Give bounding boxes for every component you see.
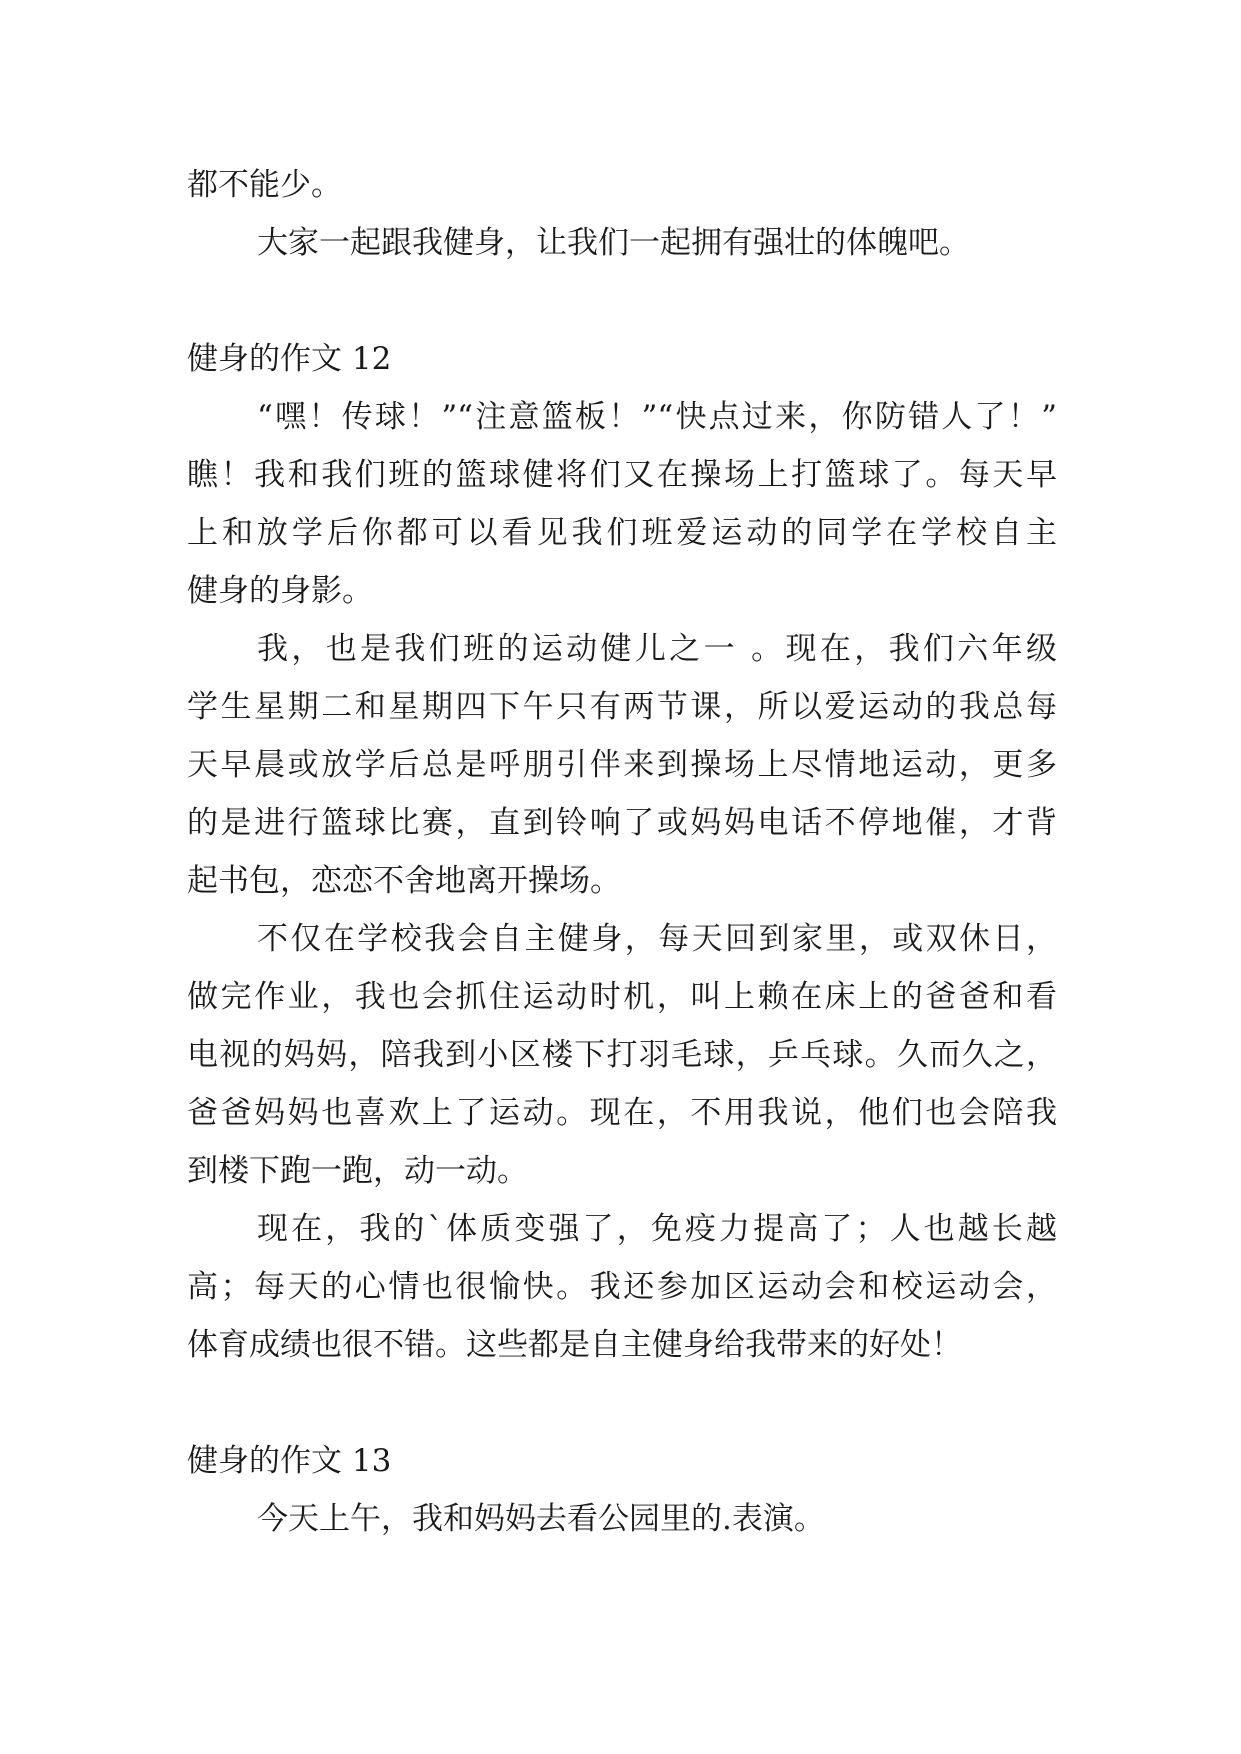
paragraph-line: 到楼下跑一跑，动一动。	[187, 1153, 528, 1189]
paragraph-line: 天早晨或放学后总是呼朋引伴来到操场上尽情地运动，更多	[187, 747, 1057, 783]
paragraph-line: 做完作业，我也会抓住运动时机，叫上赖在床上的爸爸和看	[187, 979, 1057, 1015]
section-gap	[187, 272, 1057, 330]
paragraph-line: 都不能少。	[187, 167, 342, 203]
paragraph-line: 高；每天的心情也很愉快。我还参加区运动会和校运动会，	[187, 1269, 1057, 1305]
essay-12-paragraph-4	[187, 1200, 1057, 1374]
paragraph-line: 不仅在学校我会自主健身，每天回到家里，或双休日，	[257, 921, 1057, 957]
essay-12-title: 健身的作文 12	[187, 341, 392, 377]
paragraph-line: 学生星期二和星期四下午只有两节课，所以爱运动的我总每	[187, 689, 1057, 725]
essay-13-title: 健身的作文 13	[187, 1443, 392, 1479]
paragraph-line: “嘿！传球！”“注意篮板！”“快点过来，你防错人了！”	[257, 399, 1057, 435]
essay-12-paragraph-3	[187, 910, 1057, 1200]
paragraph-line: 起书包，恋恋不舍地离开操场。	[187, 863, 621, 899]
document-page	[187, 156, 1057, 1548]
paragraph-line: 现在，我的`体质变强了，免疫力提高了；人也越长越	[257, 1211, 1057, 1247]
paragraph-line: 电视的妈妈，陪我到小区楼下打羽毛球，乒乓球。久而久之，	[187, 1037, 1057, 1073]
section-gap	[187, 1374, 1057, 1432]
paragraph-line: 我，也是我们班的运动健儿之一 。现在，我们六年级	[257, 631, 1057, 667]
paragraph-line: 健身的身影。	[187, 573, 373, 609]
essay-12-paragraph-1	[187, 388, 1057, 620]
paragraph-line: 今天上午，我和妈妈去看公园里的.表演。	[257, 1501, 825, 1537]
paragraph-line: 的是进行篮球比赛，直到铃响了或妈妈电话不停地催，才背	[187, 805, 1057, 841]
paragraph-line: 瞧！我和我们班的篮球健将们又在操场上打篮球了。每天早	[187, 457, 1057, 493]
paragraph-line: 上和放学后你都可以看见我们班爱运动的同学在学校自主	[187, 515, 1057, 551]
essay-12-paragraph-2	[187, 620, 1057, 910]
paragraph-line: 体育成绩也很不错。这些都是自主健身给我带来的好处！	[187, 1327, 962, 1363]
paragraph-line: 大家一起跟我健身，让我们一起拥有强壮的体魄吧。	[257, 225, 970, 261]
paragraph-line: 爸爸妈妈也喜欢上了运动。现在，不用我说，他们也会陪我	[187, 1095, 1057, 1131]
essay-13-paragraph-1	[187, 1490, 1057, 1548]
